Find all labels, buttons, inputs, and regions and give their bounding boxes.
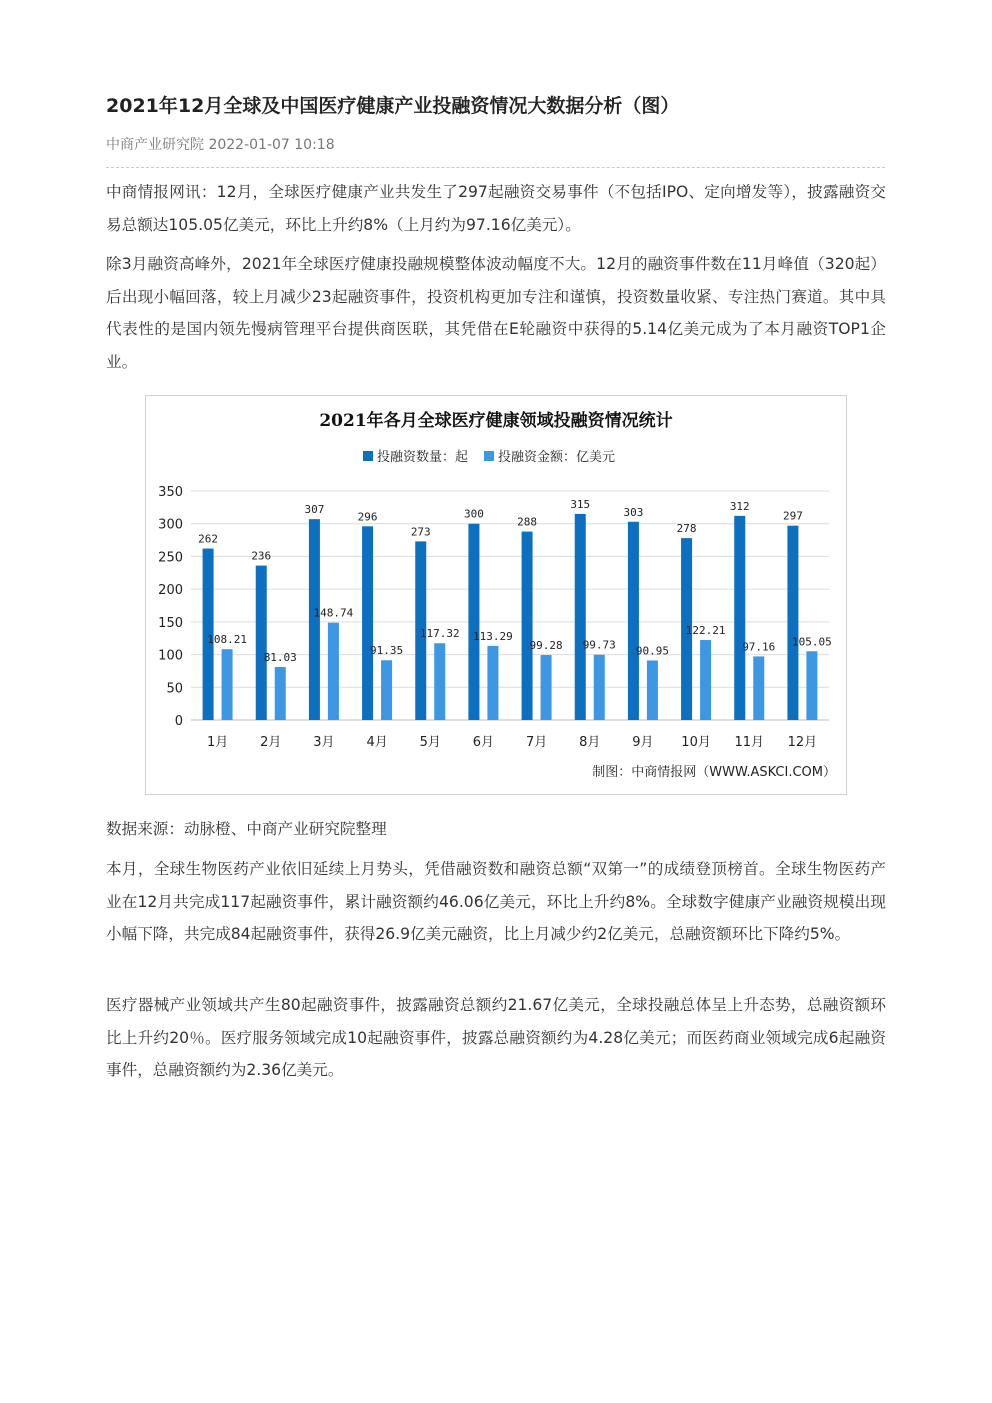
x-tick-label: 11月 (734, 735, 765, 750)
bar-amount (434, 643, 445, 720)
chart-credit: 制图：中商情报网（WWW.ASKCI.COM） (592, 765, 836, 780)
legend-swatch-count (363, 451, 373, 461)
legend-swatch-amount (484, 451, 494, 461)
bar-count (734, 516, 745, 720)
article-meta (106, 135, 335, 155)
chart-figure (145, 395, 847, 795)
bar-count (256, 566, 267, 720)
bar-amount (381, 660, 392, 720)
y-tick-label: 250 (158, 550, 183, 566)
y-tick-label: 50 (166, 681, 183, 697)
data-label-count: 296 (357, 510, 378, 524)
bar-amount (647, 660, 658, 720)
data-label-count: 297 (782, 509, 803, 523)
x-tick-label: 6月 (472, 735, 495, 750)
data-label-count: 236 (251, 549, 272, 563)
x-tick-label: 2月 (260, 735, 282, 750)
x-tick-label: 4月 (366, 735, 388, 750)
bar-count (468, 524, 479, 720)
bar-amount (700, 640, 711, 720)
divider (106, 167, 885, 168)
y-tick-label: 0 (174, 714, 183, 729)
bar-count (575, 514, 586, 720)
paragraph-1: 中商情报网讯：12月，全球医疗健康产业共发生了297起融资交易事件（不包括IPO、定向增发等），披露融资交易总额达105.05亿美元，环比上升约8%（上月约为97.16亿美元）。 (106, 183, 886, 234)
x-tick-label: 7月 (525, 735, 548, 750)
x-tick-label: 12月 (787, 735, 818, 750)
data-label-count: 273 (410, 525, 431, 539)
paragraph-4: 医疗器械产业领域共产生80起融资事件，披露融资总额约21.67亿美元，全球投融总体呈上升态势，总融资额环比上升约20％。医疗服务领域完成10起融资事件，披露总融资额约为4.28亿美元；而医药商业领域完成6起融资事件，总融资额约为2.36亿美元。 (106, 996, 886, 1079)
data-label-amount: 108.21 (207, 633, 247, 647)
bar-count (522, 532, 533, 720)
data-label-amount: 97.16 (742, 640, 776, 654)
chart-title: 2021年各月全球医疗健康领域投融资情况统计 (319, 411, 673, 431)
chart-x-axis (207, 735, 817, 750)
legend-label-amount: 投融资金额：亿美元 (498, 450, 616, 465)
y-tick-label: 300 (158, 517, 183, 533)
x-tick-label: 1月 (206, 735, 229, 750)
bar-count (787, 526, 798, 720)
data-label-amount: 113.29 (473, 629, 513, 643)
bar-amount (806, 651, 817, 720)
bar-amount (753, 656, 764, 720)
y-tick-label: 200 (158, 583, 183, 599)
data-label-amount: 117.32 (419, 627, 460, 641)
bar-chart (146, 396, 846, 794)
y-tick-label: 350 (158, 485, 183, 500)
article-title: 2021年12月全球及中国医疗健康产业投融资情况大数据分析（图） (106, 95, 680, 117)
source-name[interactable]: 中商产业研究院 (106, 137, 204, 153)
data-source: 数据来源：动脉橙、中商产业研究院整理 (106, 820, 387, 838)
data-label-amount: 99.28 (529, 639, 563, 653)
chart-bars (203, 514, 818, 720)
x-tick-label: 10月 (681, 735, 711, 750)
x-tick-label: 8月 (579, 735, 601, 750)
data-label-count: 315 (570, 497, 591, 511)
bar-amount (541, 655, 552, 720)
paragraph-3: 本月，全球生物医药产业依旧延续上月势头，凭借融资数和融资总额“双第一”的成绩登顶榜首。全球生物医药产业在12月共完成117起融资事件，累计融资额约46.06亿美元，环比上升约8%。全球数字健康产业融资规模出现小幅下降，共完成84起融资事件，获得26.9亿美元融资，比上月减少约2亿美元，总融资额环比下降约5%。 (106, 860, 886, 943)
bar-amount (275, 667, 286, 720)
data-label-count: 307 (304, 503, 325, 517)
data-label-count: 303 (623, 505, 644, 519)
x-tick-label: 5月 (419, 735, 441, 750)
bar-count (362, 526, 373, 720)
data-label-count: 262 (198, 532, 219, 546)
data-label-amount: 148.74 (313, 606, 354, 620)
bar-amount (487, 646, 498, 720)
data-label-amount: 90.95 (635, 644, 669, 658)
bar-count (628, 522, 639, 720)
bar-amount (594, 655, 605, 720)
paragraph-2: 除3月融资高峰外，2021年全球医疗健康投融规模整体波动幅度不大。12月的融资事件数在11月峰值（320起）后出现小幅回落，较上月减少23起融资事件，投资机构更加专注和谨慎，投资数量收紧、专注热门赛道。其中具代表性的是国内领先慢病管理平台提供商医联，其凭借在E轮融资中获得的5.14亿美元成为了本月融资TOP1企业。 (106, 255, 886, 371)
data-label-count: 278 (676, 522, 697, 536)
data-label-count: 288 (517, 515, 538, 529)
data-label-amount: 105.05 (792, 635, 832, 649)
chart-legend (363, 449, 615, 465)
data-label-count: 312 (729, 499, 750, 513)
publish-date: 2022-01-07 10:18 (208, 137, 335, 153)
x-tick-label: 3月 (313, 735, 335, 750)
data-label-amount: 122.21 (685, 624, 726, 638)
bar-amount (222, 649, 233, 720)
y-tick-label: 150 (158, 615, 183, 631)
legend-label-count: 投融资数量：起 (377, 450, 469, 465)
data-label-count: 300 (463, 507, 484, 521)
x-tick-label: 9月 (632, 735, 654, 750)
data-label-amount: 99.73 (582, 638, 616, 652)
bar-amount (328, 623, 339, 720)
data-label-amount: 81.03 (263, 650, 297, 664)
data-label-amount: 91.35 (370, 644, 404, 658)
y-tick-label: 100 (158, 648, 183, 664)
